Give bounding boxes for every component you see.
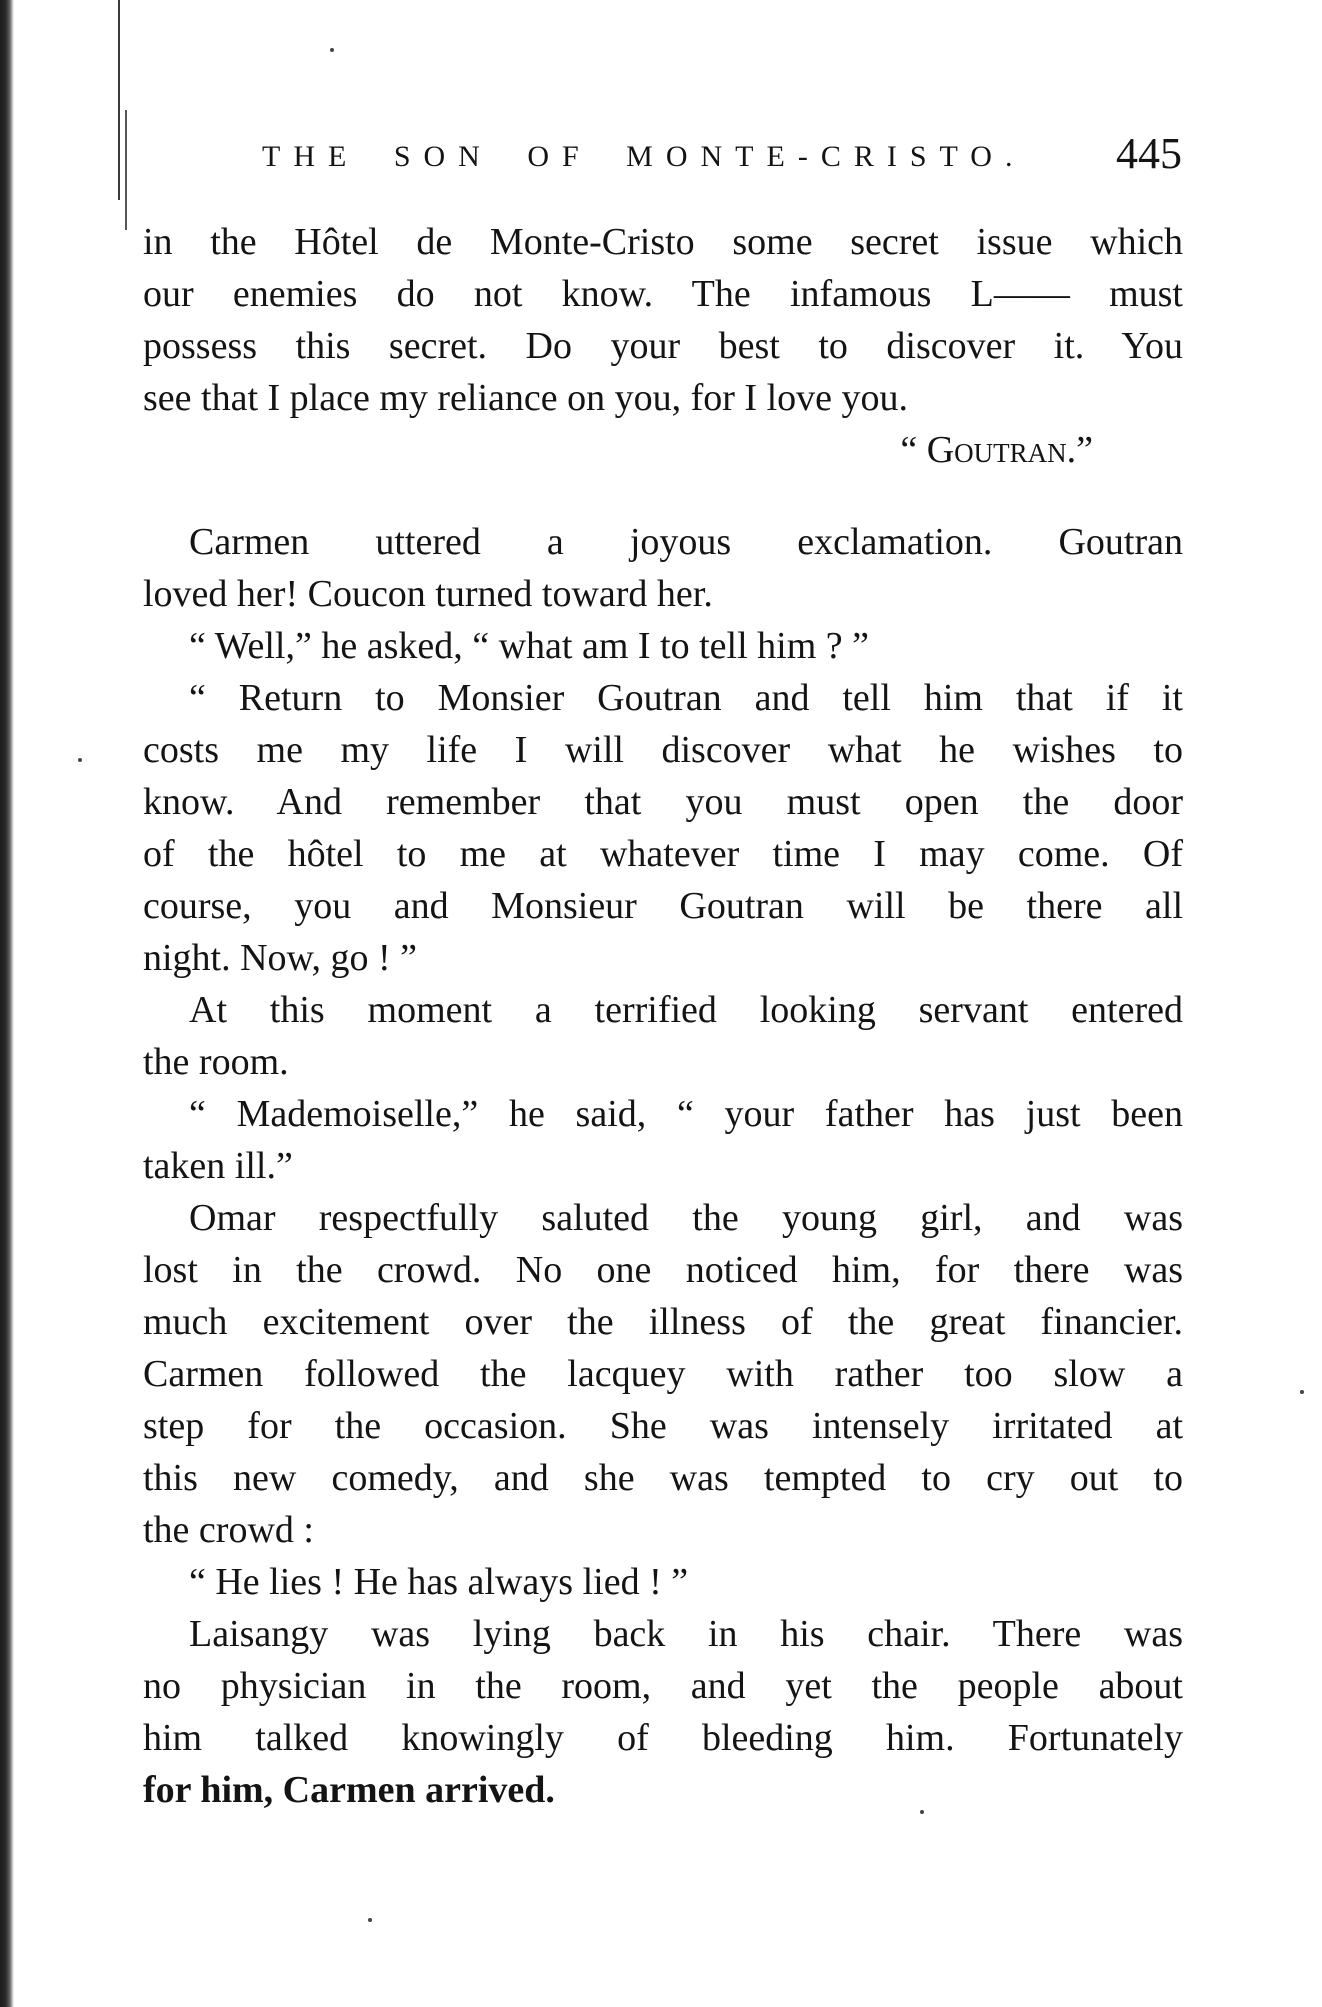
binding-shadow-line	[118, 0, 120, 200]
text-line: night. Now, go ! ”	[143, 937, 418, 979]
text-line: see that I place my reliance on you, for I love you.	[143, 377, 908, 419]
paragraph	[143, 1608, 1183, 1816]
text-line: “ He lies ! He has always lied ! ”	[189, 1561, 689, 1603]
text-line: costs me my life I will discover what he wishes to	[143, 729, 1183, 771]
running-title: THE SON OF MONTE-CRISTO.	[262, 140, 1026, 173]
print-speck	[1300, 1390, 1304, 1394]
print-speck	[920, 1810, 924, 1814]
text-line: our enemies do not know. The infamous L—— must	[143, 273, 1183, 315]
text-line: Carmen followed the lacquey with rather too slow a	[143, 1353, 1183, 1395]
paragraph	[143, 516, 1183, 620]
page-number: 445	[1116, 129, 1182, 178]
paragraph	[143, 1192, 1183, 1556]
text-line: the crowd :	[143, 1509, 314, 1551]
text-line: loved her! Coucon turned toward her.	[143, 573, 713, 615]
print-speck	[78, 758, 82, 762]
text-line: him talked knowingly of bleeding him. Fortunately	[143, 1717, 1183, 1759]
print-speck	[368, 1918, 372, 1922]
letter-signature: “ Goutran.”	[900, 429, 1093, 471]
text-line: Carmen uttered a joyous exclamation. Goutran	[189, 521, 1183, 563]
letter-block	[143, 216, 1183, 476]
text-line: At this moment a terrified looking servant entered	[189, 989, 1183, 1031]
paragraph	[143, 984, 1183, 1088]
paragraph	[143, 620, 1183, 672]
binding-edge	[0, 0, 14, 2007]
text-line: no physician in the room, and yet the people about	[143, 1665, 1183, 1707]
paragraph	[143, 672, 1183, 984]
text-line: Omar respectfully saluted the young girl, and was	[189, 1197, 1183, 1239]
section-gap	[143, 476, 1183, 516]
print-speck	[330, 48, 334, 52]
paragraph	[143, 1556, 1183, 1608]
text-line: course, you and Monsieur Goutran will be there all	[143, 885, 1183, 927]
text-line: lost in the crowd. No one noticed him, for there was	[143, 1249, 1183, 1291]
text-line: much excitement over the illness of the great financier.	[143, 1301, 1183, 1343]
page-header	[262, 128, 1182, 188]
text-line: in the Hôtel de Monte-Cristo some secret issue which	[143, 221, 1183, 263]
text-line: “ Mademoiselle,” he said, “ your father has just been	[189, 1093, 1183, 1135]
body-text	[143, 216, 1183, 1816]
text-line: step for the occasion. She was intensely irritated at	[143, 1405, 1183, 1447]
paragraph	[143, 1088, 1183, 1192]
text-line: of the hôtel to me at whatever time I may come. Of	[143, 833, 1183, 875]
text-line: “ Well,” he asked, “ what am I to tell him ? ”	[189, 625, 869, 667]
text-line: the room.	[143, 1041, 289, 1083]
text-line: Laisangy was lying back in his chair. There was	[189, 1613, 1183, 1655]
text-line: taken ill.”	[143, 1145, 293, 1187]
binding-shadow-line	[125, 110, 127, 230]
text-line: this new comedy, and she was tempted to cry out to	[143, 1457, 1183, 1499]
text-line: know. And remember that you must open the door	[143, 781, 1183, 823]
text-line: possess this secret. Do your best to discover it. You	[143, 325, 1183, 367]
text-line: for him, Carmen arrived.	[143, 1769, 555, 1811]
text-line: “ Return to Monsier Goutran and tell him that if it	[189, 677, 1183, 719]
